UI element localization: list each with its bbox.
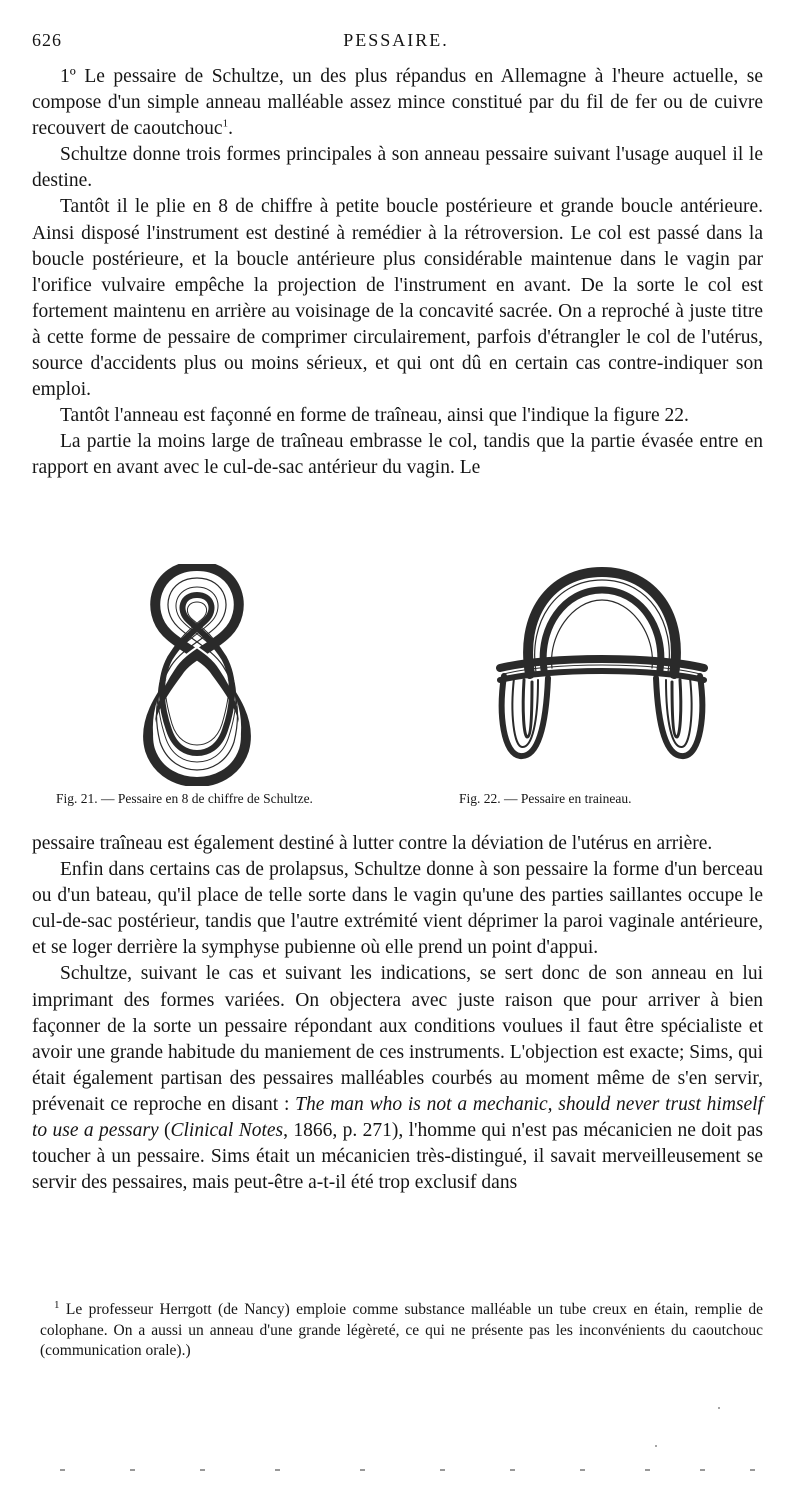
- body-text-top: [32, 64, 763, 482]
- footnote-number: 1: [54, 1298, 60, 1311]
- footnotes: [40, 1300, 763, 1362]
- source-title: Clinical Notes: [170, 1120, 284, 1142]
- footnote-marker: 1: [222, 117, 229, 130]
- scan-noise: [60, 1469, 760, 1475]
- figure-8-pessary-illustration: [122, 564, 272, 786]
- scan-speck: [718, 1407, 720, 1409]
- paragraph: Schultze, suivant le cas et suivant les indications, se sert donc de son anneau en lui imprimant des formes variées. On objectera avec juste raison que pour arriver à bien façonner de la sorte un pessaire répondant aux conditions voulues il faut être spécialiste et avoir une grande habitude du maniement de ces instruments. L'objection est exacte; Sims, qui était également partisan des pessaires malléables courbés au moment même de s'en servir, prévenait ce reproche en disant : The man who is not a mechanic, should never trust himself to use a pessary (Clinical Notes, 1866, p. 271), l'homme qui n'est pas mécanicien ne doit pas toucher à un pessaire. Sims était un mécanicien très-distingué, il savait merveilleusement se servir des pessaires, mais peut-être a-t-il été trop exclusif dans: [32, 963, 763, 1194]
- footnote: $^1$ Le professeur Herrgott (de Nancy) emploie comme substance malléable un tube creux en étain, remplie de colophane. On a aussi un anneau d'une grande légèreté, ce qui ne présente pas les inconvénients du caoutchouc (communication orale).): [40, 1298, 763, 1359]
- page-number: 626: [32, 30, 62, 50]
- body-text-bottom: [32, 831, 763, 1196]
- paragraph: La partie la moins large de traîneau embrasse le col, tandis que la partie évasée entre en rapport en avant avec le cul-de-sac antérieur du vagin. Le: [32, 431, 763, 479]
- english-quote: The man who is not a mechanic, should never trust himself to use a pessary: [32, 1093, 763, 1142]
- figure-8-pessary: [122, 564, 272, 786]
- paragraph: Tantôt il le plie en 8 de chiffre à petite boucle postérieure et grande boucle antérieure. Ainsi disposé l'instrument est destiné à remédier à la rétroversion. Le col est passé dans la boucle postérieure, et la boucle antérieure plus considérable maintenue dans le vagin par l'orifice vulvaire empêche la projection de l'instrument en avant. De la sorte le col est fortement maintenu en arrière au voisinage de la concavité sacrée. On a reproché à juste titre à cette forme de pessaire de comprimer circulairement, parfois d'étrangler le col de l'utérus, source d'accidents plus ou moins sérieux, et qui ont dû en certain cas contre-indiquer son emploi.: [32, 196, 763, 401]
- sledge-pessary-illustration: [490, 566, 714, 762]
- figures-area: [32, 560, 763, 820]
- paragraph: pessaire traîneau est également destiné à lutter contre la déviation de l'utérus en arrière.: [32, 833, 713, 854]
- caption-fig-21: Fig. 21. — Pessaire en 8 de chiffre de Schultze.: [56, 791, 313, 806]
- caption-fig-22: Fig. 22. — Pessaire en traineau.: [459, 791, 632, 806]
- paragraph: 1º Le pessaire de Schultze, un des plus répandus en Allemagne à l'heure actuelle, se compose d'un simple anneau malléable assez mince constitué par du fil de fer ou de cuivre recouvert de caoutchouc$^1$.: [32, 66, 763, 140]
- scan-speck: [655, 1445, 657, 1447]
- figure-captions: [32, 791, 763, 811]
- paragraph: Schultze donne trois formes principales à son anneau pessaire suivant l'usage auquel il le destine.: [32, 144, 763, 192]
- running-head: PESSAIRE.: [343, 30, 449, 50]
- sledge-pessary: [490, 566, 714, 762]
- page-header: [32, 30, 760, 58]
- paragraph: Enfin dans certains cas de prolapsus, Schultze donne à son pessaire la forme d'un berceau ou d'un bateau, qu'il place de telle sorte dans le vagin qu'une des parties saillantes occupe le cul-de-sac postérieur, tandis que l'autre extrémité vient déprimer la paroi vaginale antérieure, et se loger derrière la symphyse pubienne où elle prend un point d'appui.: [32, 859, 763, 959]
- paragraph: Tantôt l'anneau est façonné en forme de traîneau, ainsi que l'indique la figure 22.: [60, 405, 689, 427]
